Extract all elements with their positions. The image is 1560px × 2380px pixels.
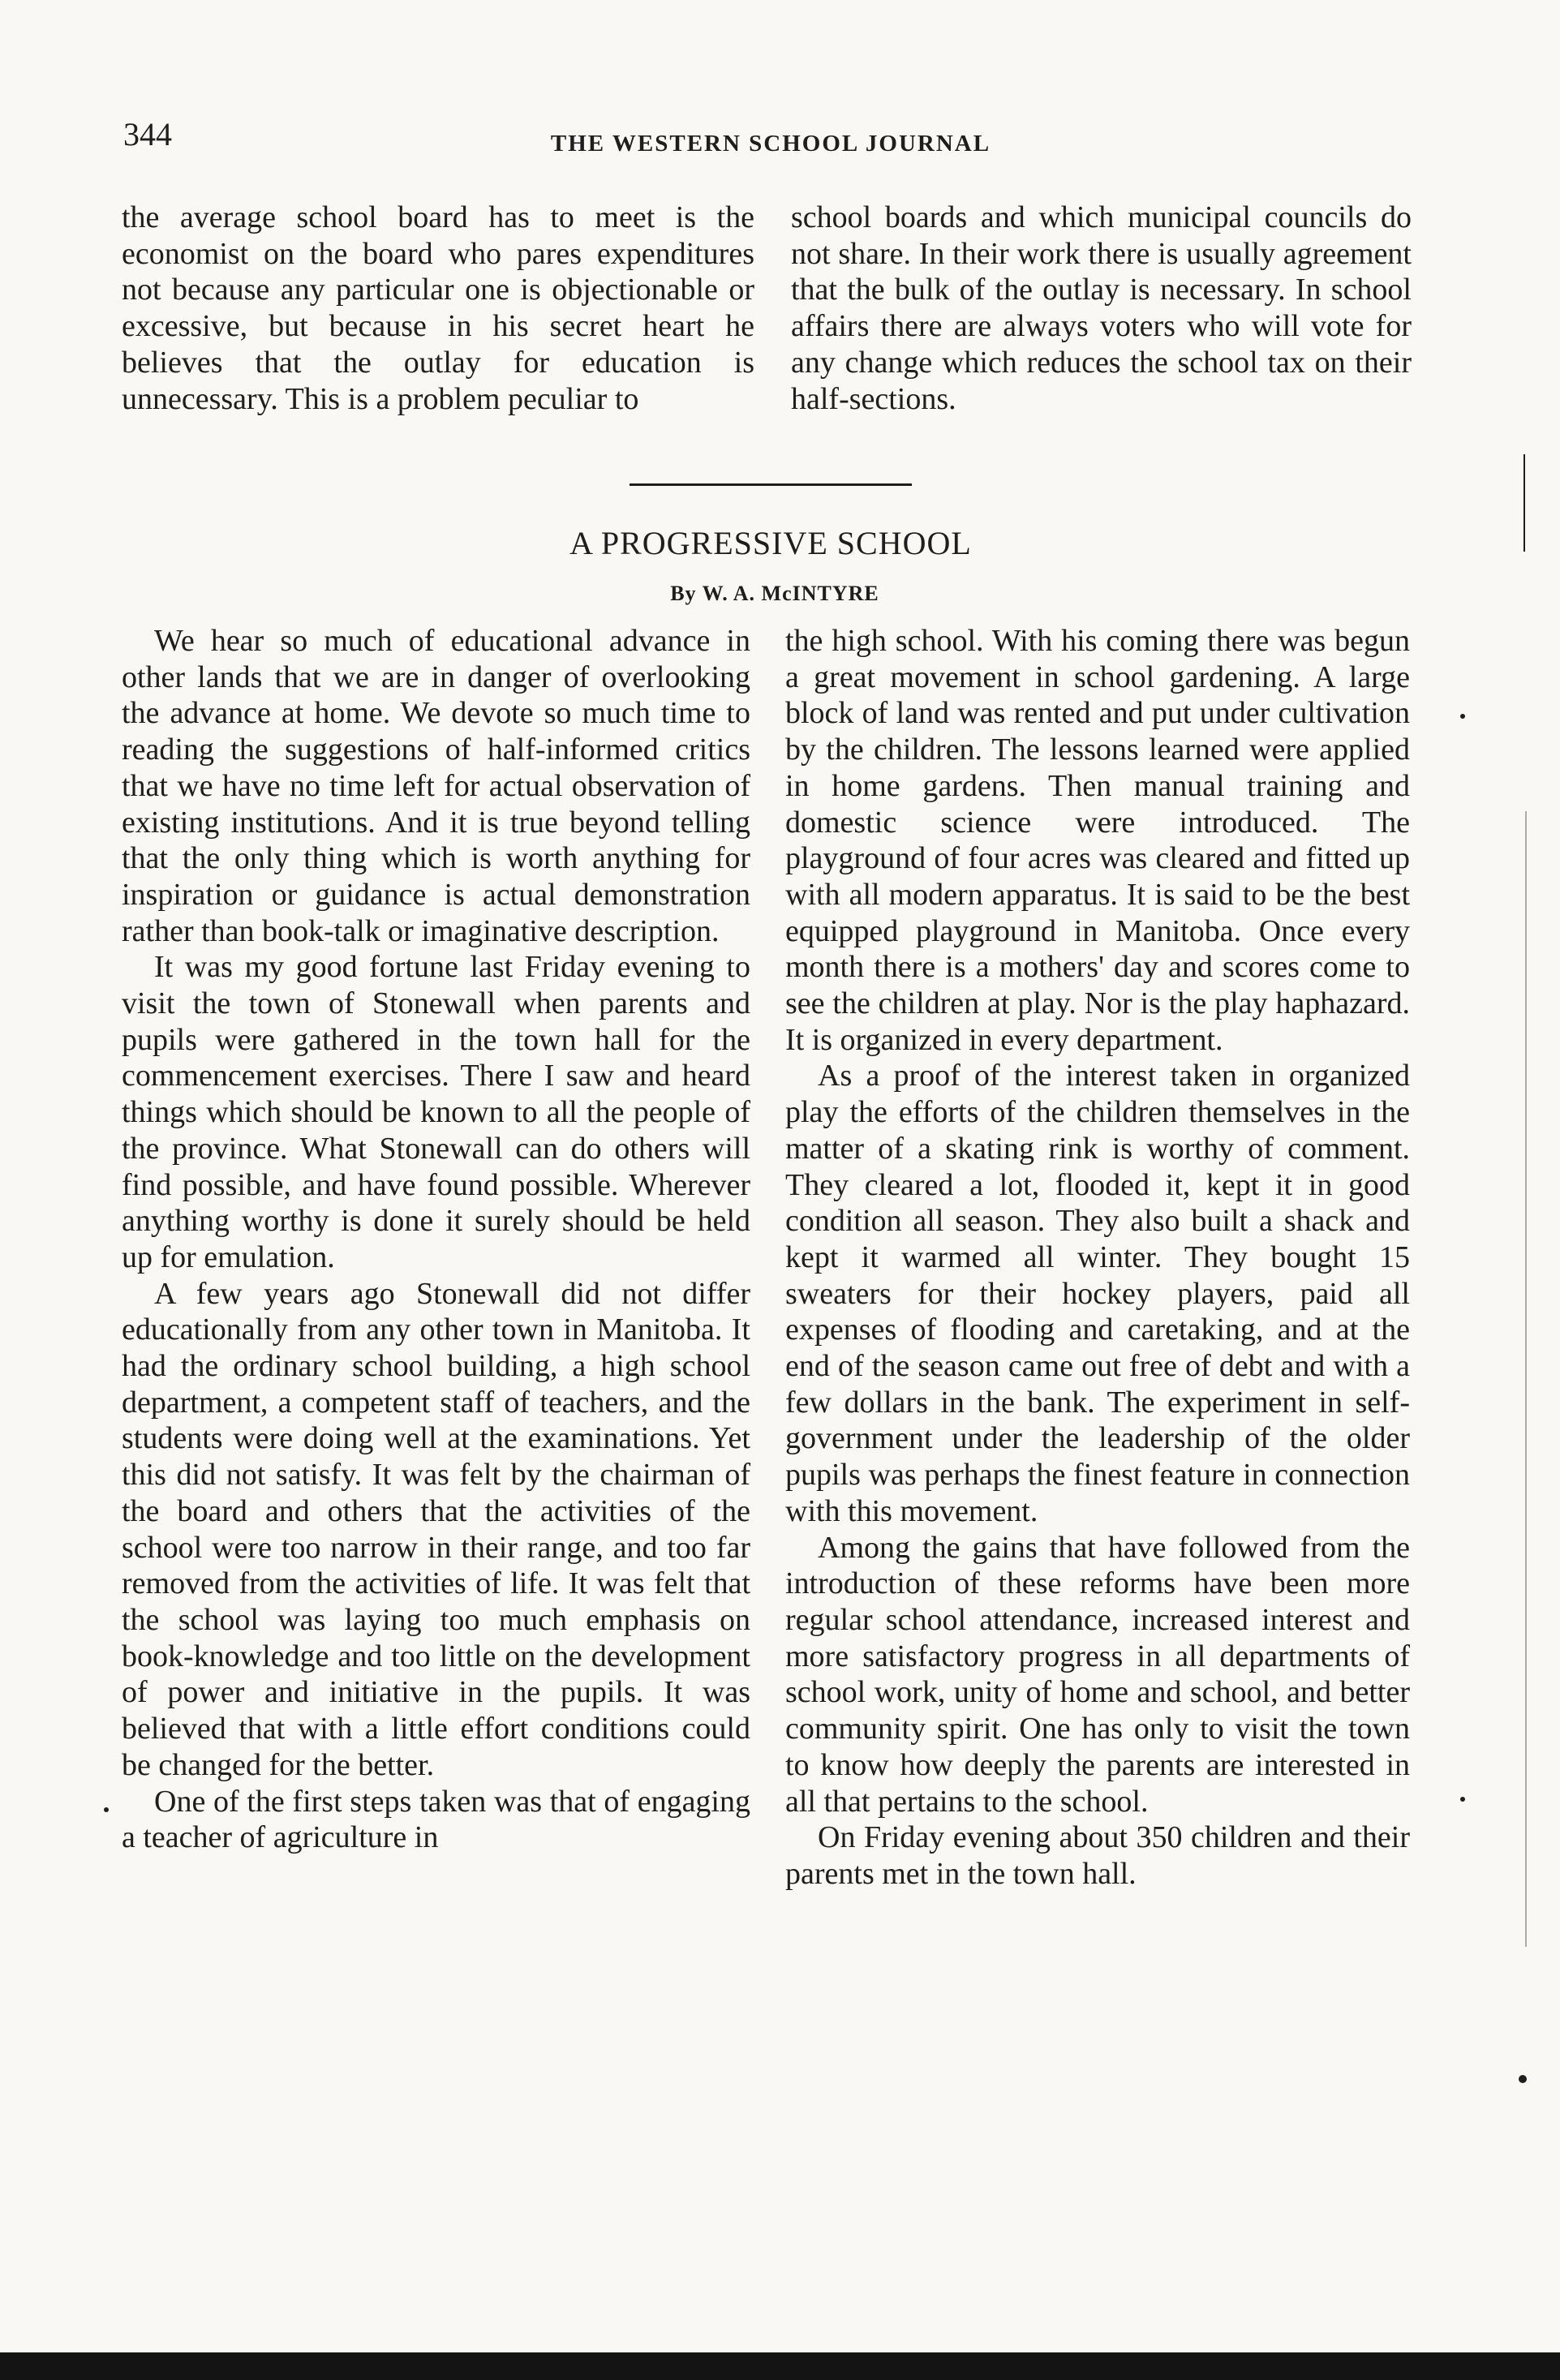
- article-byline: By W. A. McINTYRE: [670, 582, 879, 605]
- article-paragraph: One of the first steps taken was that of engaging a teacher of agriculture in: [122, 1784, 750, 1855]
- section-divider-rule: [630, 483, 912, 486]
- article-paragraph: We hear so much of educational advance in other lands that we are in danger of overlooking the advance at home. We devote so much time to reading the suggestions of half-informed critics that we have no time left for actual observation of existing institutions. And it is true beyond telling that the only thing which is worth anything for inspiration or guidance is actual demonstration rather than book-talk or imaginative description.: [122, 624, 750, 948]
- article-title: A PROGRESSIVE SCHOOL: [569, 525, 972, 561]
- article-paragraph: As a proof of the interest taken in organized play the efforts of the children themselves in the matter of a skating rink is worthy of comment. They cleared a lot, flooded it, kept it in good condition all season. They also built a shack and kept it warmed all winter. They bought 15 sweaters for their hockey players, paid all expenses of flooding and caretaking, and at the end of the season came out free of debt and with a few dollars in the bank. The experiment in self-government under the leadership of the older pupils was perhaps the finest feature in connection with this movement.: [785, 1059, 1410, 1528]
- article-paragraph: the high school. With his coming there was begun a great movement in school gardening. A large block of land was rented and put under cultivation by the children. The lessons learned were applied in home gardens. Then manual training and domestic science were introduced. The playground of four acres was cleared and fitted up with all modern apparatus. It is said to be the best equipped playground in Manitoba. Once every month there is a mothers' day and scores come to see the children at play. Nor is the play haphazard. It is organized in every department.: [785, 624, 1410, 1057]
- page-number: 344: [123, 116, 172, 153]
- scan-bottom-edge: [0, 2352, 1560, 2380]
- preceding-article-left-column: [122, 200, 754, 417]
- article-paragraph: A few years ago Stonewall did not differ educationally from any other town in Manitoba. It had the ordinary school building, a high school department, a competent staff of teachers, and the students were doing well at the examinations. Yet this did not satisfy. It was felt by the chairman of the board and others that the activities of the school were too narrow in their range, and too far removed from the activities of life. It was felt that the school was laying too much emphasis on book-knowledge and too little on the development of power and initiative in the pupils. It was believed that with a little effort conditions could be changed for the better.: [122, 1276, 750, 1782]
- preceding-article-paragraph: the average school board has to meet is the economist on the board who pares expenditures not because any particular one is objectionable or excessive, but because in his secret heart he believes that the outlay for education is unnecessary. This is a problem peculiar to: [122, 200, 754, 416]
- scan-margin-mark: [1523, 454, 1525, 552]
- scan-margin-line: [1525, 811, 1527, 1947]
- article-paragraph: On Friday evening about 350 children and their parents met in the town hall.: [785, 1820, 1410, 1891]
- preceding-article-paragraph: school boards and which municipal councils do not share. In their work there is usually agreement that the bulk of the outlay is necessary. In school affairs there are always voters who will vote for any change which reduces the school tax on their half-sections.: [791, 200, 1412, 416]
- journal-running-head: THE WESTERN SCHOOL JOURNAL: [550, 131, 991, 157]
- article-right-column: [785, 623, 1410, 1892]
- article-left-column: [122, 623, 750, 1856]
- article-paragraph: Among the gains that have followed from the introduction of these reforms have been more regular school attendance, increased interest and more satisfactory progress in all departments of school work, unity of home and school, and better community spirit. One has only to visit the town to know how deeply the parents are interested in all that pertains to the school.: [785, 1530, 1410, 1819]
- scan-speck: [1460, 1797, 1465, 1802]
- article-paragraph: It was my good fortune last Friday evening to visit the town of Stonewall when parents and pupils were gathered in the town hall for the commencement exercises. There I saw and heard things which should be known to all the people of the province. What Stonewall can do others will find possible, and have found possible. Wherever anything worthy is done it surely should be held up for emulation.: [122, 950, 750, 1274]
- scan-speck: [1519, 2075, 1527, 2083]
- scan-speck: [1460, 714, 1465, 719]
- scan-speck: [104, 1807, 109, 1812]
- preceding-article-right-column: [791, 200, 1412, 417]
